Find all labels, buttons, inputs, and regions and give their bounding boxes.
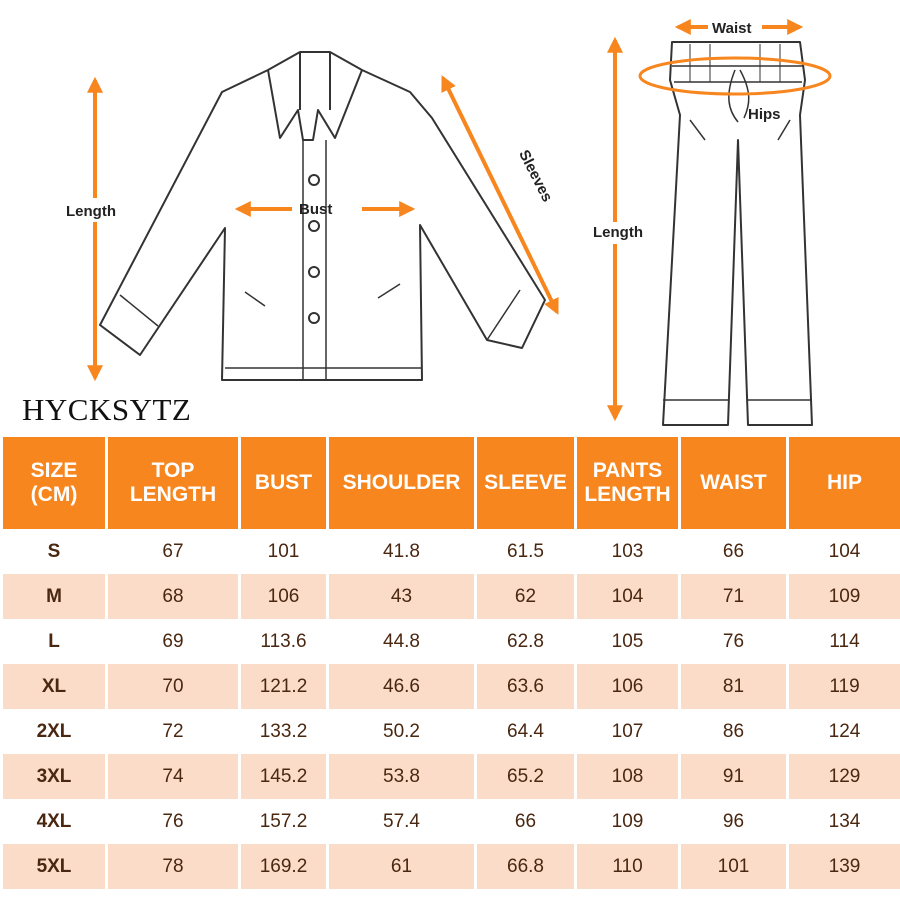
measurement-cell: 104 [577,574,678,619]
measurement-cell: 91 [681,754,786,799]
measurement-cell: 76 [722,630,745,652]
column-header-text: BUST [254,471,313,494]
measurement-cell: 62.8 [507,630,544,652]
size-guide-diagram [0,0,900,430]
measurement-cell: 74 [108,754,238,799]
measurement-cell: 78 [108,844,238,889]
column-header [108,437,238,529]
column-header [789,437,900,529]
brand-name: HYCKSYTZ [22,392,192,427]
measurement-cell: 86 [722,720,745,742]
size-cell: 2XL [36,720,72,742]
measurement-cell: 53.8 [329,754,474,799]
column-header-text: SLEEVE [484,471,567,494]
measurement-cell: 41.8 [383,540,420,562]
size-cell: XL [3,664,105,709]
measurement-cell: 66.8 [477,844,574,889]
hips-label: Hips [748,106,781,123]
measurement-cell: 66 [514,810,537,832]
column-header-text: TOP [151,459,195,482]
measurement-cell: 61.5 [507,540,544,562]
measurement-cell: 67 [162,540,184,562]
measurement-cell: 109 [789,574,900,619]
table-row [3,709,900,754]
top-length-label: Length [66,203,116,220]
measurement-cell: 169.2 [241,844,326,889]
measurement-cell: 65.2 [477,754,574,799]
measurement-cell: 139 [789,844,900,889]
measurement-cell: 64.4 [507,720,544,742]
measurement-cell: 76 [162,810,184,832]
measurement-cell: 133.2 [259,720,308,742]
table-row [3,664,900,709]
measurement-cell: 101 [267,540,300,562]
table-row [3,529,900,574]
table-row [3,619,900,664]
table-body [3,529,900,889]
measurement-cell: 145.2 [241,754,326,799]
pants-length-label: Length [593,224,643,241]
measurement-cell: 71 [681,574,786,619]
measurement-cell: 107 [611,720,644,742]
measurement-cell: 61 [329,844,474,889]
measurement-cell: 69 [162,630,184,652]
measurement-cell: 109 [611,810,644,832]
measurement-cell: 106 [577,664,678,709]
column-header-text: SHOULDER [342,471,461,494]
table-row [3,754,900,799]
measurement-cell: 104 [828,540,861,562]
measurement-cell: 129 [789,754,900,799]
size-cell: S [47,540,61,562]
waist-label: Waist [712,20,752,37]
table-header-row [3,437,900,529]
column-header [3,437,105,529]
measurement-cell: 106 [241,574,326,619]
measurement-cell: 114 [829,630,860,652]
measurement-cell: 46.6 [329,664,474,709]
measurement-cell: 72 [162,720,184,742]
measurement-cell: 62 [477,574,574,619]
measurement-cell: 101 [681,844,786,889]
bust-label: Bust [299,201,333,218]
column-header-text: SIZE [30,459,78,482]
column-header [681,437,786,529]
pajama-pants-illustration [663,42,812,425]
column-header-text: WAIST [700,471,767,494]
size-cell: 5XL [3,844,105,889]
table-row [3,844,900,889]
measurement-cell: 43 [329,574,474,619]
column-header [577,437,678,529]
measurement-cell: 108 [577,754,678,799]
column-header-text: LENGTH [129,483,217,506]
column-header [241,437,326,529]
measurement-cell: 57.4 [383,810,420,832]
measurement-cell: 68 [108,574,238,619]
column-header-text: (CM) [30,483,78,506]
table-row [3,799,900,844]
measurement-cell: 50.2 [383,720,420,742]
measurement-cell: 103 [611,540,644,562]
column-header-text: HIP [826,471,862,494]
measurement-cell: 110 [577,844,678,889]
column-header-text: LENGTH [584,483,671,506]
measurement-cell: 124 [828,720,861,742]
table-row [3,574,900,619]
sleeves-label: Sleeves [515,147,556,205]
measurement-cell: 105 [611,630,644,652]
measurement-cell: 81 [681,664,786,709]
column-header [329,437,474,529]
measurement-cell: 96 [722,810,745,832]
measurement-cell: 44.8 [383,630,420,652]
size-chart-table [0,437,900,889]
size-cell: L [48,630,60,652]
column-header [477,437,574,529]
measurement-cell: 113.6 [260,630,307,652]
size-cell: M [3,574,105,619]
measurement-cell: 134 [828,810,861,832]
measurement-cell: 70 [108,664,238,709]
measurement-cell: 119 [789,664,900,709]
measurement-cell: 121.2 [241,664,326,709]
measurement-cell: 63.6 [477,664,574,709]
size-cell: 3XL [3,754,105,799]
measurement-cell: 66 [722,540,745,562]
column-header-text: PANTS [592,459,663,482]
measurement-cell: 157.2 [259,810,308,832]
size-cell: 4XL [36,810,72,832]
